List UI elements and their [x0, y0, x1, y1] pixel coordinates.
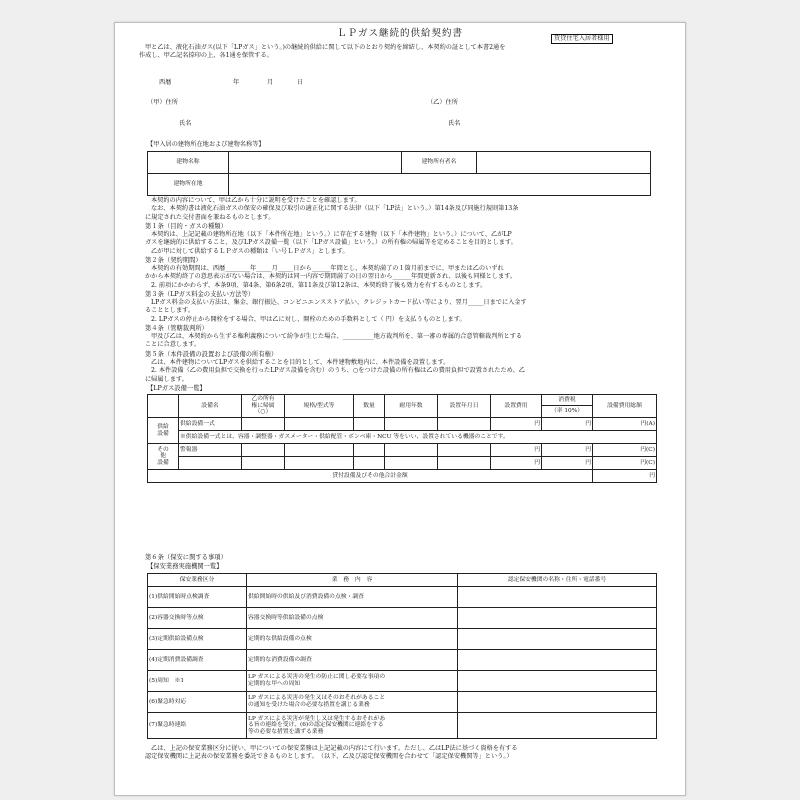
col-header-qty: 数量 — [354, 395, 385, 418]
content-line: LP ガスによる災害の発生又はそのおそれがあること — [248, 695, 386, 702]
article-1-body — [145, 231, 659, 256]
tenant-badge: 賃貸住宅入居者様用 — [551, 34, 613, 44]
col-header-spec: 規格/型式等 — [285, 395, 354, 418]
explanation-line: 本契約の内容について、甲は乙から十分に説明を受けたことを確認します。 — [151, 197, 361, 204]
content-line: LP ガスによる災害が発生し又は発生するおそれがあ — [248, 715, 386, 722]
other2-owner-cell[interactable] — [242, 457, 285, 470]
article-line: ガスを継続的に供給すること、及びLPガス設備一覧（以下「LPガス設備」という。）の所有権の帰属等を定めることを目的とします。 — [145, 239, 517, 247]
security-heading: 【保安業務実施機関一覧】 — [147, 563, 223, 570]
date-day: 日 — [297, 79, 304, 86]
supply-life-cell[interactable] — [385, 418, 438, 431]
supply-date-cell[interactable] — [438, 418, 491, 431]
other-group-label — [148, 444, 179, 470]
date-month: 月 — [267, 79, 274, 86]
content-line: の通知を受けた場合の必要な措置を講じる業務 — [248, 702, 370, 708]
col-header-date: 設置年月日 — [438, 395, 491, 418]
intro-paragraph — [139, 44, 659, 61]
supply-item-name: 供給設備一式 — [179, 418, 242, 431]
security-org-cell[interactable] — [458, 713, 657, 739]
article-line: 2. 前項にかかわらず、本条9項、第4条、第6条2項、第11条及び第12条は、本契約終了後も効力を有するものとします。 — [151, 281, 487, 289]
other-total-cell[interactable]: 円(C) — [593, 444, 657, 457]
other-tax-cell[interactable]: 円 — [542, 444, 593, 457]
security-category: (3)定期供給設備点検 — [148, 629, 247, 650]
security-category: (2)容器交換時等点検 — [148, 608, 247, 629]
other2-tax-cell[interactable]: 円 — [542, 457, 593, 470]
building-owner-label: 建物所有者名 — [402, 152, 477, 174]
group-header-blank — [148, 395, 179, 418]
other-item-blank[interactable] — [179, 457, 242, 470]
intro-line: 甲と乙は、液化石油ガス(以下「LPガス」という。)の継続的供給に関して以下のとおり契約を締結し、本契約の証として本書2通を — [145, 44, 506, 51]
building-location-value[interactable] — [229, 174, 651, 196]
other2-date-cell[interactable] — [438, 457, 491, 470]
security-org-cell[interactable] — [458, 629, 657, 650]
security-content: 定期的な供給設備の点検 — [247, 629, 458, 650]
article-line: LPガス料金の支払い方法は、集金、銀行振込、コンビニエンスストア払い、クレジットカード払い等により、翌月_____日までに入金す — [151, 299, 527, 306]
article-5-heading: 第５条（本件設備の設置および設備の所有権） — [145, 351, 278, 358]
col-header-cost: 設置費用 — [491, 395, 542, 418]
explanation-paragraph — [145, 197, 659, 222]
document-title: ＬＰガス継続的供給契約書 — [336, 28, 463, 39]
col-header-org: 認定保安機関の名称・住所・電話番号 — [458, 574, 657, 587]
article-line: かから本契約終了の意思表示がない場合は、本契約は同一内容で期間満了の日の翌日から______年間更新され、以後も同様とします。 — [145, 273, 517, 281]
col-header-tax-rate: （率 10%） — [542, 406, 593, 418]
date-year: 年 — [233, 79, 240, 86]
supply-group-label — [148, 418, 179, 444]
equipment-heading: 【LPガス設備一覧】 — [147, 385, 206, 392]
date-era: 西暦 — [159, 79, 172, 86]
security-content: 定期的な消費設備の調査 — [247, 650, 458, 671]
security-category: (7)緊急時連絡 — [148, 713, 247, 739]
other2-life-cell[interactable] — [385, 457, 438, 470]
other-owner-cell[interactable] — [242, 444, 285, 457]
otsu-name-label: 氏名 — [448, 120, 461, 127]
security-org-cell[interactable] — [458, 671, 657, 692]
article-6-heading: 第６条（保安に関する事項） — [145, 554, 227, 561]
other-life-cell[interactable] — [385, 444, 438, 457]
total-value-cell[interactable]: 円 — [593, 470, 657, 483]
article-5-body — [145, 359, 659, 384]
article-line: 乙は、本件建物についてLPガスを供給することを目的として、本件建物敷地内に、本件設備を設置します。 — [151, 359, 450, 366]
col-header-owner — [242, 395, 285, 418]
article-2-body — [145, 265, 659, 290]
content-line: 等の必要な措置を講ずる業務 — [248, 728, 324, 735]
other-spec-cell[interactable] — [285, 444, 354, 457]
group-label-line: 他 — [160, 453, 166, 460]
building-name-value[interactable] — [229, 152, 402, 174]
security-content — [247, 713, 458, 739]
supply-cost-cell[interactable]: 円 — [491, 418, 542, 431]
security-content: 供給開始時の供給及び消費設備の点検・調査 — [247, 587, 458, 608]
security-org-cell[interactable] — [458, 650, 657, 671]
explanation-line: なお、本契約書は液化石油ガスの保安の確保及び取引の適正化に関する法律（以下「LP法」という。）第14条及び同施行規則第13条 — [151, 205, 519, 213]
article-line: ることとします。 — [145, 307, 195, 315]
content-line: LP ガスによる災害の発生の防止に関し必要な事項の — [248, 674, 386, 681]
group-label-line: 設備 — [157, 430, 169, 437]
article-3-body — [145, 299, 659, 324]
security-category: (5)周知 ※1 — [148, 671, 247, 692]
kou-name-label: 氏名 — [179, 120, 192, 127]
article-1-heading: 第１条（目的・ガスの種類） — [145, 223, 227, 230]
other-date-cell[interactable] — [438, 444, 491, 457]
article-line: 本契約は、上記記載の建物所在地（以下「本件所在地」という。）に存在する建物（以下「本件建物」という。）について、乙がLP — [151, 231, 512, 238]
col-header-category: 保安業務区分 — [148, 574, 247, 587]
supply-spec-cell[interactable] — [285, 418, 354, 431]
article-4-body — [145, 333, 659, 350]
building-name-label: 建物名称 — [148, 152, 229, 174]
supply-note: ※供給設備一式とは、容器・調整器・ガスメーター・供給配管・ボンベ庫・NCU 等をいい、設置されている機器のことです。 — [179, 431, 657, 444]
other-cost-cell[interactable]: 円 — [491, 444, 542, 457]
article-line: 2. LPガスの停止から開栓をする場合、甲は乙に対し、開栓のための手数料として（ 円）を支払うものとします。 — [151, 315, 466, 323]
article-line: 本契約の有効期間は、西暦________年_____月_____日から______年間とし、本契約満了の１箇月前までに、甲または乙のいずれ — [151, 265, 504, 272]
security-footer — [145, 745, 659, 762]
article-4-heading: 第４条（管轄裁判所） — [145, 325, 208, 332]
col-header-life: 耐用年数 — [385, 395, 438, 418]
col-header-content: 業 務 内 容 — [247, 574, 458, 587]
col-header-total: 設備費用総額 — [593, 395, 657, 418]
security-org-cell[interactable] — [458, 587, 657, 608]
footer-line: 乙は、上記の保安業務区分に従い、甲についての保安業務は上記記載の内容にて行います。ただし、乙はLP法に基づく資格を有する — [151, 745, 518, 752]
security-table — [147, 573, 657, 739]
security-content — [247, 671, 458, 692]
article-line: に帰属します。 — [145, 375, 188, 383]
security-category: (1)供給開始時点検調査 — [148, 587, 247, 608]
article-line: 2. 本件設備（乙の費用負担で交換を行ったLPガス設備を含む）のうち、○をつけた設備の所有権は乙の費用負担で設置されたため、乙 — [151, 367, 525, 375]
other2-total-cell[interactable]: 円(C) — [593, 457, 657, 470]
other-qty-cell[interactable] — [354, 444, 385, 457]
intro-line: 作成し、甲乙記名捺印の上、各1通を保管する。 — [139, 52, 273, 60]
security-category: (6)緊急時対応 — [148, 692, 247, 713]
security-category: (4)定期消費設備調査 — [148, 650, 247, 671]
col-owner-line: （○） — [254, 409, 272, 416]
article-line: ことに合意します。 — [145, 341, 201, 349]
group-label-line: 供給 — [157, 423, 169, 430]
article-line: 乙が甲に対して供給するＬＰガスの種類は「い号ＬＰガス」とします。 — [151, 247, 349, 255]
explanation-line: に規定された交付書面を兼ねるものとします。 — [145, 213, 275, 221]
col-header-name: 設備名 — [179, 395, 242, 418]
other2-cost-cell[interactable]: 円 — [491, 457, 542, 470]
supply-owner-cell[interactable] — [242, 418, 285, 431]
content-line: る旨の連絡を受け、(6)の認定保安機関に連絡をする — [248, 722, 384, 729]
group-label-line: その — [157, 446, 169, 453]
supply-total-cell[interactable]: 円(A) — [593, 418, 657, 431]
security-content: 容器交換時等供給設備の点検 — [247, 608, 458, 629]
other-item-name: 警報器 — [179, 444, 242, 457]
kou-address-label: （甲）住所 — [147, 99, 178, 106]
article-3-heading: 第３条（LPガス料金の支払い方法等） — [145, 291, 255, 298]
otsu-address-label: （乙）住所 — [427, 99, 458, 106]
building-heading: 【甲入居の建物所在地および建物名称等】 — [147, 141, 265, 148]
supply-qty-cell[interactable] — [354, 418, 385, 431]
equipment-table — [147, 394, 657, 483]
contract-document — [114, 22, 686, 796]
building-owner-value[interactable] — [477, 152, 651, 174]
article-2-heading: 第２条（契約期間） — [145, 257, 202, 264]
building-table — [147, 151, 651, 196]
other2-spec-cell[interactable] — [285, 457, 354, 470]
col-header-tax: 消費税 — [542, 395, 593, 406]
group-label-line: 設備 — [157, 459, 169, 466]
content-line: 定期的な甲への周知 — [248, 681, 301, 687]
article-line: 甲及び乙は、本契約から生ずる権利義務について紛争が生じた場合、__________地方裁判所を、第一審の専属的合意管轄裁判所とする — [151, 333, 523, 340]
other2-qty-cell[interactable] — [354, 457, 385, 470]
footer-line: 認定保安機関に上記表の保安業務を委託できるものとします。 （以下、乙及び認定保安機関を合わせて「認定保安機関等」という。） — [145, 753, 513, 761]
security-org-cell[interactable] — [458, 692, 657, 713]
total-label: 貸付設備及びその他合計金額 — [148, 470, 593, 483]
security-content — [247, 692, 458, 713]
supply-tax-cell[interactable]: 円 — [542, 418, 593, 431]
security-org-cell[interactable] — [458, 608, 657, 629]
col-owner-line: 権に帰属 — [251, 402, 275, 409]
building-location-label: 建物所在地 — [148, 174, 229, 196]
col-owner-line: 乙の所有 — [251, 396, 275, 403]
